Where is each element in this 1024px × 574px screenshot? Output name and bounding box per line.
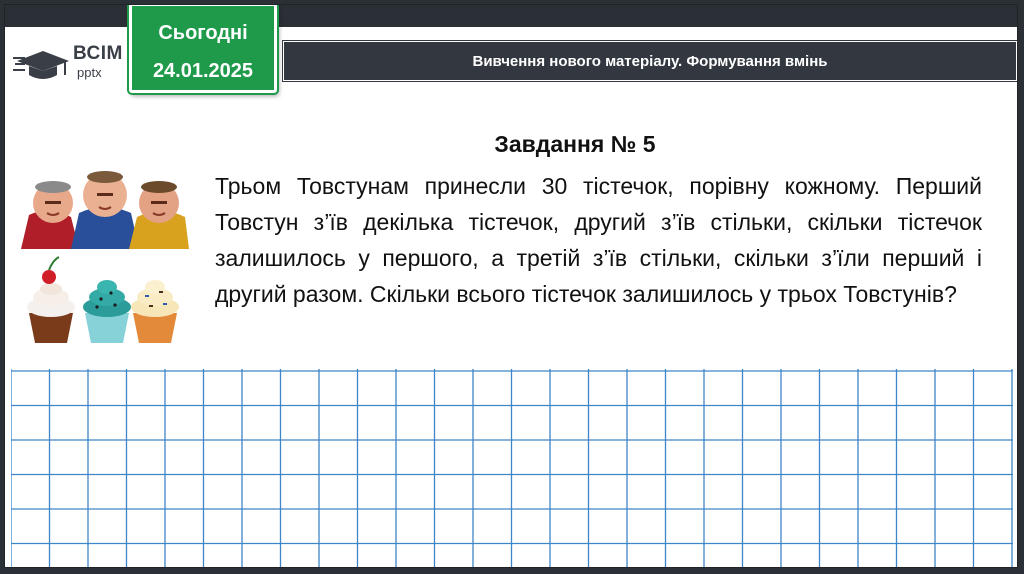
- date-box: [129, 4, 277, 93]
- logo: [13, 41, 131, 89]
- slide: [4, 4, 1018, 568]
- logo-text: ВСІМ: [73, 43, 123, 64]
- date-value: 24.01.2025: [152, 60, 254, 82]
- three-cupcakes-illustration: [23, 255, 183, 347]
- topic-bar: Вивчення нового матеріалу. Формування вмінь: [283, 41, 1017, 81]
- date-label: Сьогодні: [158, 22, 248, 44]
- task-text: Трьом Товстунам принесли 30 тістечок, порівну кожному. Перший Товстун з’їв декілька тістечок, другий з’їв стільки, скільки тістечок залишилось у першого, а третій з’їв стільки, скільки з’їли перший і другий разом. Скільки всього тістечок залишилось у трьох Товстунів?: [215, 173, 982, 307]
- graduation-cap-icon: [13, 41, 73, 89]
- notebook-grid: [11, 369, 1013, 567]
- three-fat-men-illustration: [19, 165, 191, 249]
- logo-subtext: pptx: [77, 65, 102, 80]
- task-title: Завдання № 5: [494, 131, 656, 157]
